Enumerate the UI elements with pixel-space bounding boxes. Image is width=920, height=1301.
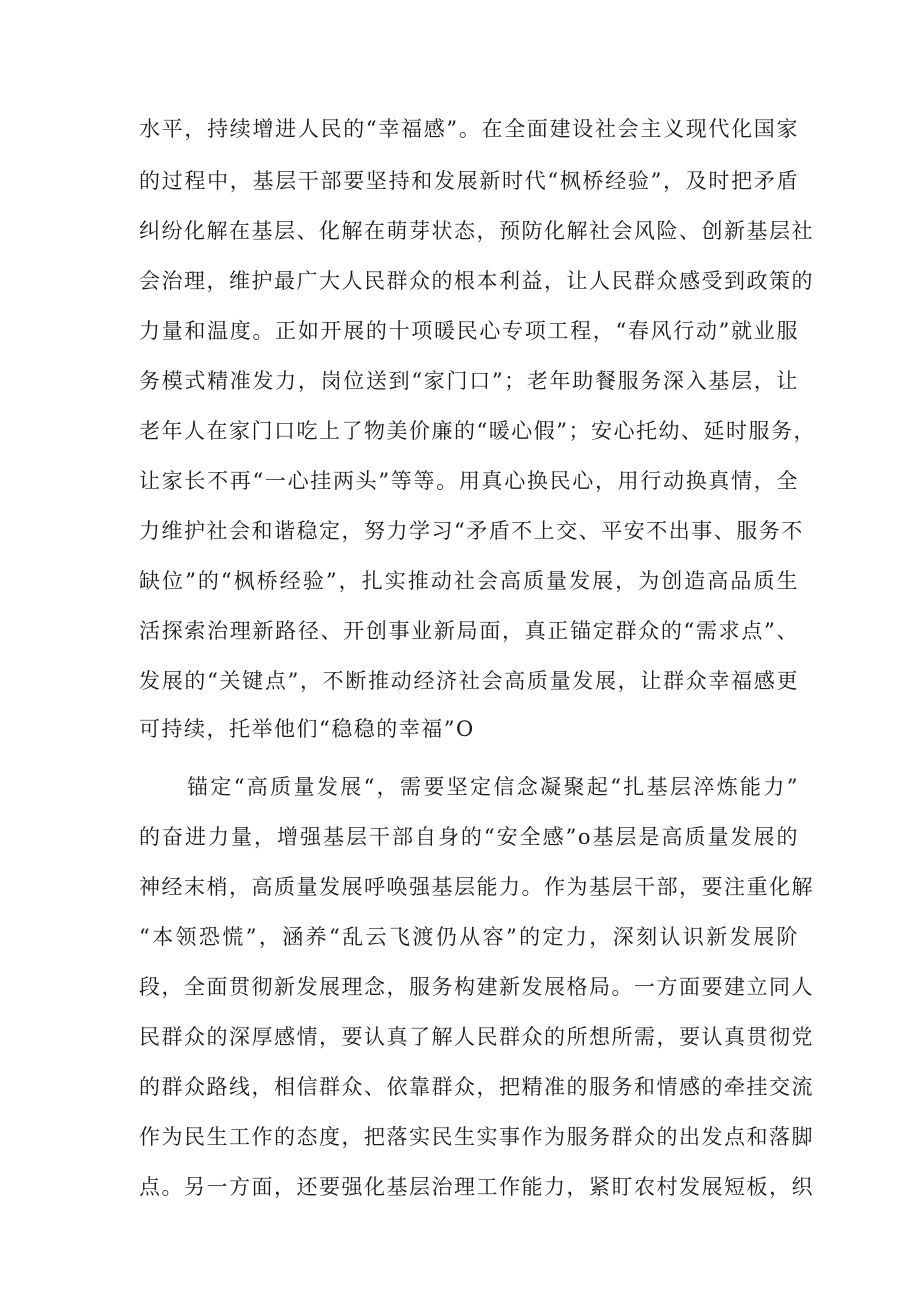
paragraph-1-line-11: 活探索治理新路径、开创事业新局面，真正锚定群众的“需求点”、 [139, 619, 799, 643]
paragraph-2-line-4: “本领恐慌”，涵养“乱云飞渡仍从容”的定力，深刻认识新发展阶 [139, 925, 799, 949]
paragraph-2-line-5: 段，全面贯彻新发展理念，服务构建新发展格局。一方面要建立同人 [139, 975, 814, 999]
paragraph-1-line-13: 可持续，托举他们“稳稳的幸福”O [139, 717, 475, 741]
paragraph-1-line-8: 让家长不再“一心挂两头”等等。用真心换民心，用行动换真情，全 [139, 469, 799, 493]
paragraph-2-line-9: 点。另一方面，还要强化基层治理工作能力，紧盯农村发展短板，织 [139, 1175, 814, 1199]
paragraph-1-line-12: 发展的“关键点”，不断推动经济社会高质量发展，让群众幸福感更 [139, 669, 799, 693]
paragraph-1-line-3: 纠纷化解在基层、化解在萌芽状态，预防化解社会风险、创新基层社 [139, 219, 814, 243]
paragraph-2-line-7: 的群众路线，相信群众、依靠群众，把精准的服务和情感的牵挂交流 [139, 1075, 814, 1099]
paragraph-1-line-10: 缺位”的“枫桥经验”，扎实推动社会高质量发展，为创造高品质生 [139, 569, 799, 593]
paragraph-1-line-2: 的过程中，基层干部要坚持和发展新时代“枫桥经验”，及时把矛盾 [139, 169, 799, 193]
paragraph-1-line-9: 力维护社会和谐稳定，努力学习“矛盾不上交、平安不出事、服务不 [139, 519, 804, 543]
paragraph-1-line-5: 力量和温度。正如开展的十项暖民心专项工程，“春风行动”就业服 [139, 319, 799, 343]
paragraph-2-line-2: 的奋进力量，增强基层干部自身的“安全感”o基层是高质量发展的 [139, 825, 799, 849]
paragraph-1-line-4: 会治理，维护最广大人民群众的根本利益，让人民群众感受到政策的 [139, 269, 814, 293]
paragraph-2-line-1: 锚定“高质量发展“，需要坚定信念凝聚起“扎基层淬炼能力” [187, 775, 799, 799]
paragraph-2-line-3: 神经末梢，高质量发展呼唤强基层能力。作为基层干部，要注重化解 [139, 875, 814, 899]
paragraph-1-line-6: 务模式精准发力，岗位送到“家门口”；老年助餐服务深入基层，让 [139, 369, 799, 393]
paragraph-1-line-7: 老年人在家门口吃上了物美价廉的“暖心假”；安心托幼、延时服务， [139, 419, 816, 443]
paragraph-2-line-6: 民群众的深厚感情，要认真了解人民群众的所想所需，要认真贯彻党 [139, 1025, 814, 1049]
paragraph-2-line-8: 作为民生工作的态度，把落实民生实事作为服务群众的出发点和落脚 [139, 1125, 814, 1149]
paragraph-1-line-1: 水平，持续增进人民的“幸福感”。在全面建设社会主义现代化国家 [139, 117, 799, 141]
